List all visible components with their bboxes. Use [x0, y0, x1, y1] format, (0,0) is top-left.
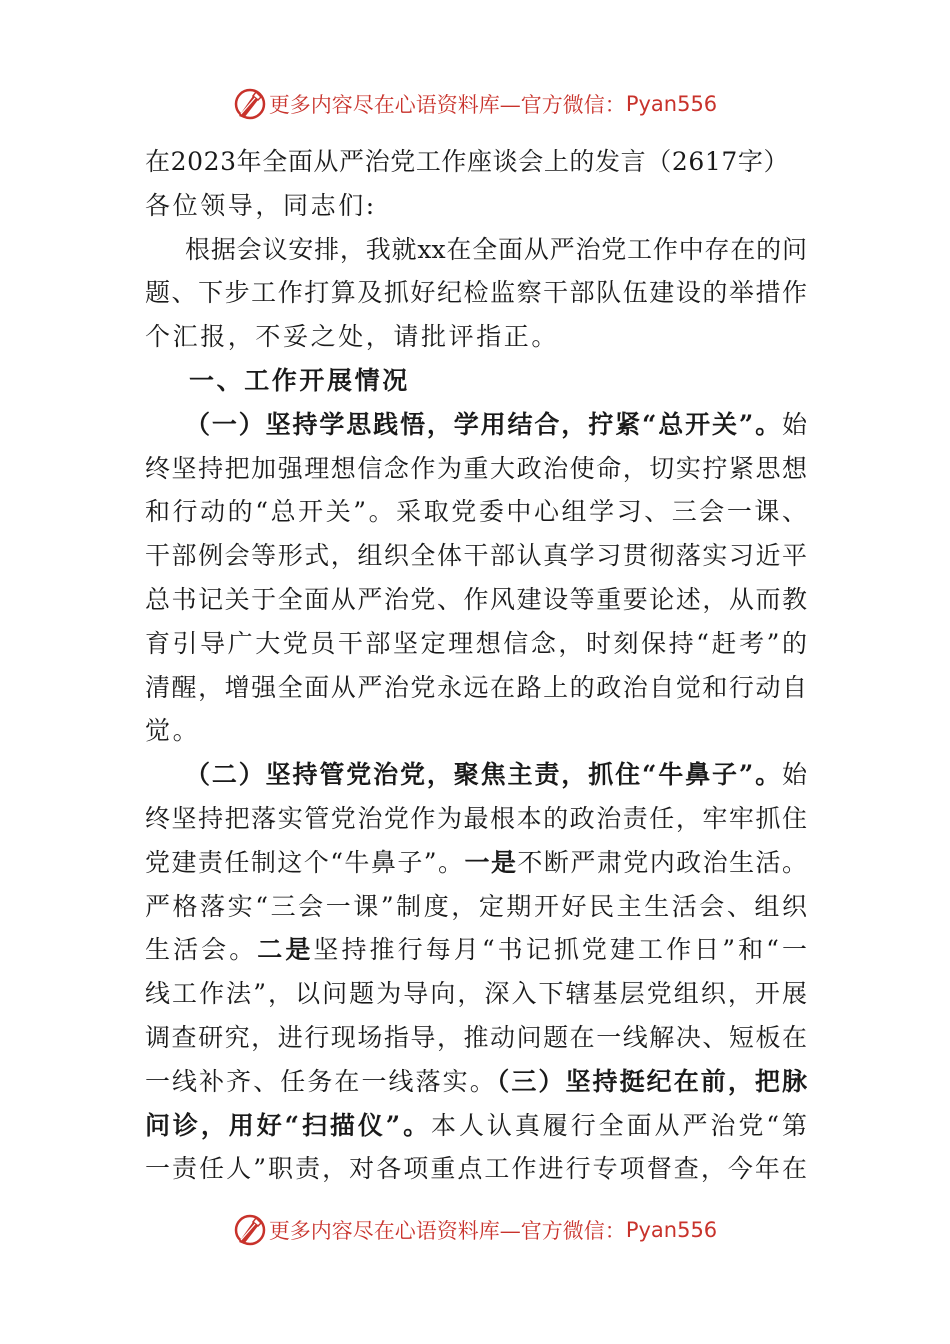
paragraph-line [145, 271, 807, 315]
text-run: 题、下步工作打算及抓好纪检监察干部队伍建设的举措作 [145, 278, 807, 308]
text-run: 终坚持把落实管党治党作为最根本的政治责任，牢牢抓住 [145, 803, 807, 833]
text-run: 始 [781, 760, 807, 790]
bold-text: （二）坚持管党治党，聚焦主责，抓住“牛鼻子”。 [185, 760, 782, 790]
bold-text: 一是 [464, 847, 518, 877]
paragraph-line [145, 1104, 807, 1148]
paragraph-line [145, 972, 807, 1016]
text-run: 不断严肃党内政治生活。 [517, 847, 807, 877]
text-run: 终坚持把加强理想信念作为重大政治使命，切实拧紧思想 [145, 453, 807, 483]
document-title: 在2023年全面从严治党工作座谈会上的发言（2617字） [145, 147, 790, 176]
text-run: 调查研究，进行现场指导，推动问题在一线解决、短板在 [145, 1022, 807, 1052]
text-run: 育引导广大党员干部坚定理想信念，时刻保持“赶考”的 [145, 628, 807, 658]
bold-text: （三）坚持挺纪在前，把脉 [496, 1066, 807, 1096]
text-run: 本人认真履行全面从严治党“第 [431, 1110, 807, 1140]
text-run: 个汇报，不妥之处，请批评指正。 [145, 322, 560, 352]
text-run: 觉。 [145, 716, 201, 746]
paragraph-line [145, 928, 807, 972]
text-run: 始 [781, 409, 807, 439]
bold-text: 问诊，用好“扫描仪”。 [145, 1110, 432, 1140]
paragraph-line [145, 797, 807, 841]
top-watermark-banner [0, 84, 950, 124]
paragraph-line [145, 1147, 807, 1191]
document-paragraphs [145, 228, 807, 1192]
bold-text: （一）坚持学思践悟，学用结合，拧紧“总开关”。 [185, 409, 782, 439]
watermark-handle: Pyan556 [625, 92, 718, 116]
paragraph-line [145, 1016, 807, 1060]
watermark-handle: Pyan556 [625, 1218, 718, 1242]
text-run: 干部例会等形式，组织全体干部认真学习贯彻落实习近平 [145, 541, 807, 571]
paragraph-line [145, 228, 807, 272]
paragraph-line [145, 534, 807, 578]
paragraph-line [145, 841, 807, 885]
watermark-text: 更多内容尽在心语资料库—官方微信： [268, 93, 626, 117]
paragraph-line [145, 753, 807, 797]
watermark-text: 更多内容尽在心语资料库—官方微信： [268, 1219, 626, 1243]
text-run: 党建责任制这个“牛鼻子”。 [145, 847, 465, 877]
paragraph-line [145, 403, 807, 447]
paragraph-line [145, 709, 807, 753]
pen-nib-logo-icon [233, 87, 267, 121]
text-run: 和行动的“总开关”。采取党委中心组学习、三会一课、 [145, 497, 807, 527]
section-heading [145, 359, 807, 403]
pen-nib-logo-icon [233, 1213, 267, 1247]
paragraph-line [145, 578, 807, 622]
bold-text: 一、工作开展情况 [189, 365, 410, 395]
paragraph-line [145, 447, 807, 491]
text-run: 生活会。 [145, 935, 258, 965]
text-run: 严格落实“三会一课”制度，定期开好民主生活会、组织 [145, 891, 807, 921]
text-run: 坚持推行每月“书记抓党建工作日”和“一 [313, 935, 807, 965]
paragraph-line [145, 315, 807, 359]
text-run: 根据会议安排，我就xx在全面从严治党工作中存在的问 [185, 234, 807, 264]
salutation: 各位领导，同志们: [145, 190, 377, 220]
paragraph-line [145, 666, 807, 710]
paragraph-line [145, 490, 807, 534]
text-run: 一线补齐、任务在一线落实。 [145, 1066, 497, 1096]
paragraph-line [145, 622, 807, 666]
paragraph-line [145, 1060, 807, 1104]
paragraph-line [145, 885, 807, 929]
bottom-watermark-banner [0, 1210, 950, 1250]
text-run: 总书记关于全面从严治党、作风建设等重要论述，从而教 [145, 584, 807, 614]
text-run: 清醒，增强全面从严治党永远在路上的政治自觉和行动自 [145, 672, 807, 702]
text-run: 线工作法”，以问题为导向，深入下辖基层党组织，开展 [145, 979, 807, 1009]
document-body [145, 140, 807, 1191]
text-run: 一责任人”职责，对各项重点工作进行专项督查，今年在 [145, 1154, 807, 1184]
bold-text: 二是 [257, 935, 314, 965]
